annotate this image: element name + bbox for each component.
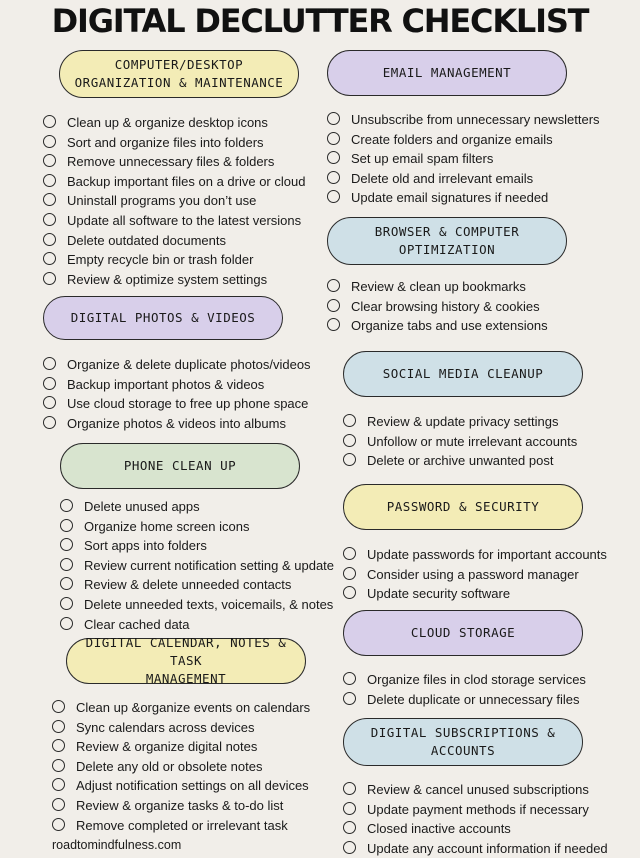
checklist-item-label: Review & organize tasks & to-do list: [76, 797, 284, 813]
checkbox-circle[interactable]: [343, 586, 356, 599]
checklist-item: [60, 497, 334, 517]
checkbox-circle[interactable]: [343, 841, 356, 854]
checkbox-circle[interactable]: [327, 318, 340, 331]
checklist-item: [52, 718, 310, 738]
checklist-item: [60, 556, 334, 576]
checklist-item-label: Delete old and irrelevant emails: [351, 170, 534, 186]
checklist-item: [43, 133, 305, 153]
section-heading-password: PASSWORD & SECURITY: [343, 484, 583, 530]
checklist-item: [327, 149, 600, 169]
section-heading-phone: PHONE CLEAN UP: [60, 443, 300, 489]
checkbox-circle[interactable]: [52, 818, 65, 831]
checklist-item: [327, 188, 600, 208]
checklist-item: [327, 297, 548, 317]
checklist-item-label: Clear browsing history & cookies: [351, 298, 540, 314]
checklist-cloud: [343, 670, 586, 709]
checklist-item-label: Consider using a password manager: [367, 566, 579, 582]
checkbox-circle[interactable]: [43, 213, 56, 226]
checklist-item: [327, 130, 600, 150]
checkbox-circle[interactable]: [327, 112, 340, 125]
checklist-item: [60, 536, 334, 556]
checkbox-circle[interactable]: [43, 174, 56, 187]
checklist-item-label: Organize & delete duplicate photos/videos: [67, 357, 311, 372]
checklist-item: [60, 595, 334, 615]
checklist-item: [43, 250, 305, 270]
checkbox-circle[interactable]: [327, 299, 340, 312]
checkbox-circle[interactable]: [60, 538, 73, 551]
checklist-item: [43, 394, 311, 414]
checkbox-circle[interactable]: [60, 519, 73, 532]
checklist-item: [43, 375, 311, 395]
checklist-item: [43, 172, 305, 192]
checklist-item: [343, 839, 608, 858]
checklist-item-label: Review & cancel unused subscriptions: [367, 782, 589, 797]
page-title: DIGITAL DECLUTTER CHECKLIST: [51, 2, 589, 40]
checklist-item-label: Delete outdated documents: [67, 232, 226, 248]
checklist-item: [52, 796, 310, 816]
checklist-item: [343, 584, 607, 604]
checklist-item: [327, 169, 600, 189]
checkbox-circle[interactable]: [343, 672, 356, 685]
checkbox-circle[interactable]: [343, 547, 356, 560]
checklist-item-label: Review & optimize system settings: [67, 271, 268, 287]
checklist-calendar: [52, 698, 310, 835]
checklist-item: [43, 231, 305, 251]
checklist-item-label: Closed inactive accounts: [367, 821, 511, 837]
checklist-item-label: Review current notification setting & update: [84, 557, 335, 573]
checkbox-circle[interactable]: [43, 396, 56, 409]
checklist-item: [327, 110, 600, 130]
checkbox-circle[interactable]: [327, 132, 340, 145]
checklist-item: [60, 615, 334, 635]
checklist-item-label: Update any account information if needed: [367, 840, 608, 856]
checklist-item: [43, 355, 311, 375]
checklist-subscriptions: [343, 780, 608, 858]
checklist-item: [343, 432, 577, 452]
checkbox-circle[interactable]: [52, 798, 65, 811]
checkbox-circle[interactable]: [343, 802, 356, 815]
checklist-item-label: Uninstall programs you don’t use: [67, 193, 257, 209]
checklist-item-label: Review & organize digital notes: [76, 739, 258, 755]
checkbox-circle[interactable]: [52, 720, 65, 733]
checklist-item: [343, 451, 577, 471]
checklist-item-label: Update payment methods if necessary: [367, 801, 589, 817]
checklist-item-label: Organize files in clod storage services: [367, 672, 586, 687]
checklist-item: [327, 316, 548, 336]
checkbox-circle[interactable]: [52, 700, 65, 713]
checklist-item: [52, 698, 310, 718]
checkbox-circle[interactable]: [43, 154, 56, 167]
checklist-item: [43, 191, 305, 211]
checklist-item-label: Sync calendars across devices: [76, 719, 255, 735]
checklist-item-label: Backup important photos & videos: [67, 376, 265, 392]
checkbox-circle[interactable]: [343, 821, 356, 834]
checklist-item-label: Set up email spam filters: [351, 151, 494, 167]
checkbox-circle[interactable]: [52, 778, 65, 791]
checkbox-circle[interactable]: [60, 499, 73, 512]
checkbox-circle[interactable]: [343, 692, 356, 705]
checklist-item: [43, 270, 305, 290]
checklist-item: [52, 776, 310, 796]
checklist-item: [43, 211, 305, 231]
checklist-item-label: Backup important files on a drive or cloud: [67, 173, 306, 189]
section-heading-email: EMAIL MANAGEMENT: [327, 50, 567, 96]
checkbox-circle[interactable]: [343, 782, 356, 795]
checklist-item: [343, 800, 608, 820]
checklist-item-label: Clean up &organize events on calendars: [76, 700, 311, 715]
checklist-item-label: Update all software to the latest versions: [67, 212, 302, 228]
checklist-item-label: Clean up & organize desktop icons: [67, 115, 268, 130]
checkbox-circle[interactable]: [43, 377, 56, 390]
checkbox-circle[interactable]: [43, 115, 56, 128]
checkbox-circle[interactable]: [327, 151, 340, 164]
checklist-item-label: Organize home screen icons: [84, 518, 250, 534]
checklist-password: [343, 545, 607, 604]
checkbox-circle[interactable]: [43, 272, 56, 285]
checklist-phone: [60, 497, 334, 634]
checkbox-circle[interactable]: [43, 252, 56, 265]
checklist-item-label: Adjust notification settings on all devices: [76, 778, 309, 794]
section-heading-social: SOCIAL MEDIA CLEANUP: [343, 351, 583, 397]
footer-website: roadtomindfulness.com: [52, 838, 182, 852]
checklist-item: [343, 545, 607, 565]
checkbox-circle[interactable]: [327, 279, 340, 292]
checkbox-circle[interactable]: [343, 434, 356, 447]
checkbox-circle[interactable]: [43, 416, 56, 429]
checklist-item-label: Use cloud storage to free up phone space: [67, 396, 309, 412]
checkbox-circle[interactable]: [60, 617, 73, 630]
section-heading-calendar: DIGITAL CALENDAR, NOTES & TASK MANAGEMENT: [66, 638, 306, 684]
section-heading-photos: DIGITAL PHOTOS & VIDEOS: [43, 296, 283, 340]
checklist-item: [52, 757, 310, 777]
checklist-item: [343, 780, 608, 800]
checklist-item-label: Organize photos & videos into albums: [67, 415, 286, 431]
checkbox-circle[interactable]: [60, 577, 73, 590]
checkbox-circle[interactable]: [43, 193, 56, 206]
checklist-item: [327, 277, 548, 297]
checklist-item-label: Review & delete unneeded contacts: [84, 577, 292, 593]
checklist-item-label: Update passwords for important accounts: [367, 547, 607, 562]
checklist-item-label: Update email signatures if needed: [351, 190, 549, 206]
checklist-photos: [43, 355, 311, 433]
checkbox-circle[interactable]: [343, 567, 356, 580]
checklist-item-label: Delete any old or obsolete notes: [76, 758, 263, 774]
checklist-item: [52, 737, 310, 757]
checklist-computer: [43, 113, 305, 289]
checklist-item-label: Sort and organize files into folders: [67, 134, 264, 150]
checklist-item-label: Remove completed or irrelevant task: [76, 817, 288, 833]
section-heading-browser: BROWSER & COMPUTER OPTIMIZATION: [327, 217, 567, 265]
checklist-email: [327, 110, 600, 208]
checklist-item: [43, 414, 311, 434]
checkbox-circle[interactable]: [327, 171, 340, 184]
checklist-item: [343, 670, 586, 690]
checklist-item: [52, 816, 310, 836]
checklist-item-label: Update security software: [367, 586, 511, 602]
checklist-item-label: Review & clean up bookmarks: [351, 279, 526, 294]
checklist-item: [343, 819, 608, 839]
checklist-browser: [327, 277, 548, 336]
checklist-item-label: Remove unnecessary files & folders: [67, 154, 275, 170]
checklist-item-label: Clear cached data: [84, 616, 190, 632]
checkbox-circle[interactable]: [52, 739, 65, 752]
checklist-item: [43, 152, 305, 172]
checklist-item-label: Unsubscribe from unnecessary newsletters: [351, 112, 600, 127]
section-heading-cloud: CLOUD STORAGE: [343, 610, 583, 656]
checklist-item: [60, 517, 334, 537]
checklist-item-label: Sort apps into folders: [84, 538, 207, 554]
checklist-item: [343, 690, 586, 710]
checklist-item-label: Review & update privacy settings: [367, 414, 559, 429]
checkbox-circle[interactable]: [43, 135, 56, 148]
checkbox-circle[interactable]: [43, 233, 56, 246]
checkbox-circle[interactable]: [343, 453, 356, 466]
checkbox-circle[interactable]: [60, 597, 73, 610]
section-heading-computer: COMPUTER/DESKTOP ORGANIZATION & MAINTENANCE: [59, 50, 299, 98]
checklist-item-label: Organize tabs and use extensions: [351, 318, 548, 334]
checklist-item-label: Delete or archive unwanted post: [367, 453, 554, 469]
checklist-item: [343, 565, 607, 585]
checklist-item-label: Create folders and organize emails: [351, 131, 553, 147]
checklist-item-label: Delete unused apps: [84, 499, 200, 514]
checklist-social: [343, 412, 577, 471]
checklist-item-label: Unfollow or mute irrelevant accounts: [367, 433, 578, 449]
checkbox-circle[interactable]: [43, 357, 56, 370]
checklist-item: [43, 113, 305, 133]
checklist-item: [343, 412, 577, 432]
checklist-item-label: Empty recycle bin or trash folder: [67, 252, 254, 268]
checklist-item-label: Delete unneeded texts, voicemails, & notes: [84, 596, 334, 612]
checkbox-circle[interactable]: [343, 414, 356, 427]
checkbox-circle[interactable]: [52, 759, 65, 772]
checkbox-circle[interactable]: [327, 190, 340, 203]
section-heading-subscriptions: DIGITAL SUBSCRIPTIONS & ACCOUNTS: [343, 718, 583, 766]
checklist-item: [60, 575, 334, 595]
checkbox-circle[interactable]: [60, 558, 73, 571]
checklist-item-label: Delete duplicate or unnecessary files: [367, 691, 580, 707]
